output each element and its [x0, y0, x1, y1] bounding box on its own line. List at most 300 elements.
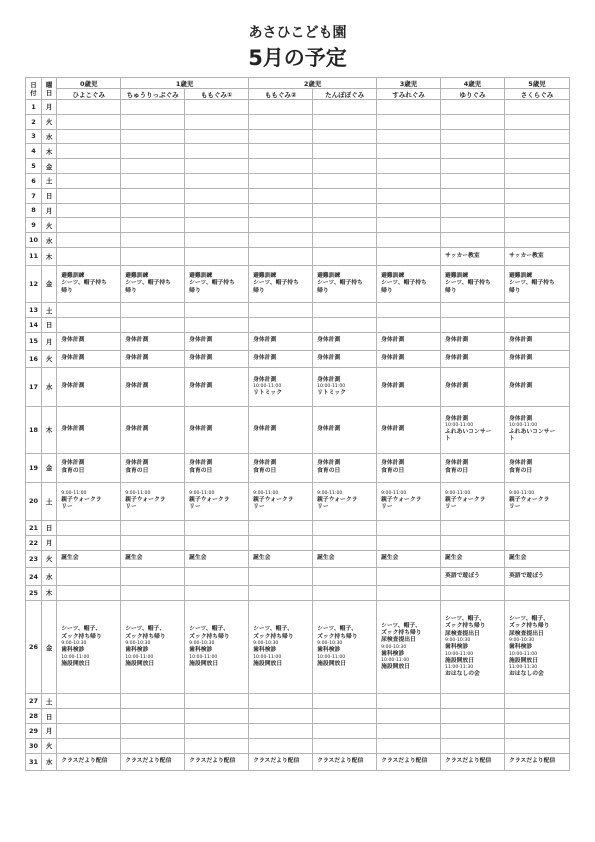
schedule-cell: [505, 753, 570, 771]
schedule-cell: [505, 406, 570, 453]
schedule-cell: [441, 203, 505, 218]
event-text: 身体計測: [253, 355, 277, 362]
schedule-cell: [57, 753, 121, 771]
schedule-cell: [377, 368, 441, 406]
event-text: 尿検査提出日: [445, 630, 480, 637]
event-text: ト: [445, 436, 451, 443]
table-row: [26, 520, 570, 535]
schedule-cell: [185, 724, 249, 739]
day-number: 17: [26, 368, 42, 406]
day-number: 22: [26, 535, 42, 550]
day-number: 8: [26, 203, 42, 218]
schedule-cell: [57, 218, 121, 233]
event-text: ズック持ち帰り: [509, 623, 550, 630]
schedule-cell: [249, 535, 313, 550]
schedule-cell: [249, 144, 313, 159]
schedule-cell: [377, 453, 441, 482]
schedule-cell: [313, 694, 377, 709]
event-text: 身体計測: [61, 383, 85, 390]
day-number: 20: [26, 482, 42, 520]
schedule-cell: [377, 482, 441, 520]
weekday: 土: [42, 173, 57, 188]
schedule-cell: [249, 129, 313, 144]
schedule-cell: [377, 738, 441, 753]
event-text: シーツ、帽子、: [61, 626, 102, 633]
schedule-cell: [313, 218, 377, 233]
schedule-cell: [313, 188, 377, 203]
event-text: 施設開放日: [125, 660, 155, 667]
schedule-cell: [505, 114, 570, 129]
event-text: 身体計測: [189, 337, 213, 344]
event-text: 英語で遊ぼう: [509, 572, 544, 579]
day-number: 10: [26, 233, 42, 248]
schedule-cell: [57, 233, 121, 248]
schedule-cell: [441, 303, 505, 318]
schedule-cell: [505, 738, 570, 753]
schedule-cell: [313, 265, 377, 303]
weekday: 木: [42, 406, 57, 453]
schedule-cell: [185, 129, 249, 144]
schedule-cell: [505, 218, 570, 233]
schedule-cell: [249, 585, 313, 600]
event-time: 10:00-11:00: [509, 651, 538, 657]
event-text: シーツ、帽子、: [189, 626, 230, 633]
schedule-cell: [57, 100, 121, 115]
schedule-cell: [185, 332, 249, 350]
event-text: おはなしの会: [445, 670, 480, 677]
event-text: 避難訓練: [253, 272, 277, 279]
event-text: 誕生会: [381, 555, 399, 562]
schedule-cell: [377, 159, 441, 174]
event-text: シーツ、帽子持ち: [189, 280, 235, 287]
schedule-cell: [185, 159, 249, 174]
schedule-cell: [121, 368, 185, 406]
schedule-cell: [57, 482, 121, 520]
day-number: 15: [26, 332, 42, 350]
day-number: 24: [26, 568, 42, 586]
schedule-cell: [249, 318, 313, 333]
schedule-cell: [57, 332, 121, 350]
event-text: 身体計測: [381, 383, 405, 390]
age-group-header: 0歳児: [57, 78, 121, 89]
schedule-cell: [121, 100, 185, 115]
schedule-cell: [121, 350, 185, 368]
event-text: 帰り: [317, 287, 329, 294]
schedule-cell: [505, 694, 570, 709]
class-header: ももぐみ②: [249, 89, 313, 100]
schedule-cell: [185, 406, 249, 453]
event-text: 身体計測: [509, 355, 533, 362]
day-number: 3: [26, 129, 42, 144]
schedule-cell: [377, 332, 441, 350]
weekday-column-header: [42, 78, 57, 100]
schedule-cell: [505, 129, 570, 144]
schedule-cell: [121, 144, 185, 159]
schedule-table: [25, 77, 570, 771]
event-text: 親子ウォークラ: [125, 496, 166, 503]
event-text: 身体計測: [253, 460, 277, 467]
event-text: 身体計測: [125, 355, 149, 362]
schedule-cell: [505, 303, 570, 318]
schedule-cell: [441, 114, 505, 129]
table-row: [26, 203, 570, 218]
table-row: [26, 100, 570, 115]
weekday: 木: [42, 585, 57, 600]
weekday: 月: [42, 332, 57, 350]
event-text: クラスだより配信: [381, 758, 428, 765]
table-row: [26, 694, 570, 709]
schedule-cell: [505, 233, 570, 248]
schedule-cell: [505, 520, 570, 535]
schedule-cell: [441, 129, 505, 144]
schedule-cell: [313, 600, 377, 694]
schedule-cell: [377, 265, 441, 303]
table-row: [26, 724, 570, 739]
event-text: 歯科検診: [189, 647, 213, 654]
schedule-cell: [121, 218, 185, 233]
schedule-cell: [57, 694, 121, 709]
schedule-cell: [505, 318, 570, 333]
schedule-cell: [441, 247, 505, 265]
class-header: ゆりぐみ: [441, 89, 505, 100]
weekday: 月: [42, 724, 57, 739]
schedule-cell: [505, 173, 570, 188]
schedule-cell: [313, 203, 377, 218]
event-text: 身体計測: [189, 460, 213, 467]
schedule-cell: [505, 535, 570, 550]
schedule-cell: [441, 600, 505, 694]
schedule-cell: [249, 159, 313, 174]
schedule-cell: [57, 173, 121, 188]
schedule-cell: [185, 265, 249, 303]
event-text: ズック持ち帰り: [189, 633, 230, 640]
event-text: 身体計測: [61, 426, 85, 432]
schedule-cell: [249, 265, 313, 303]
event-text: 身体計測: [189, 383, 213, 390]
schedule-cell: [313, 753, 377, 771]
schedule-cell: [505, 368, 570, 406]
weekday: 日: [42, 709, 57, 724]
schedule-cell: [57, 368, 121, 406]
event-text: クラスだより配信: [61, 758, 108, 765]
event-time: 9:00-11:00: [189, 490, 215, 496]
table-row: [26, 129, 570, 144]
day-number: 12: [26, 265, 42, 303]
schedule-cell: [57, 129, 121, 144]
event-text: 施設開放日: [61, 660, 91, 667]
schedule-cell: [185, 694, 249, 709]
schedule-cell: [249, 568, 313, 586]
event-text: 帰り: [61, 287, 73, 294]
schedule-cell: [441, 406, 505, 453]
class-header: すみれぐみ: [377, 89, 441, 100]
event-text: 身体計測: [317, 355, 341, 362]
schedule-cell: [441, 585, 505, 600]
schedule-cell: [313, 350, 377, 368]
event-text: 身体計測: [61, 337, 85, 344]
schedule-cell: [377, 203, 441, 218]
schedule-cell: [185, 482, 249, 520]
event-time: 10:00-11:00: [445, 423, 474, 428]
weekday: 火: [42, 350, 57, 368]
schedule-cell: [505, 265, 570, 303]
schedule-cell: [377, 520, 441, 535]
age-group-header: 4歳児: [441, 78, 505, 89]
event-text: 帰り: [125, 287, 137, 294]
schedule-cell: [313, 520, 377, 535]
age-group-header: 5歳児: [505, 78, 570, 89]
schedule-cell: [185, 303, 249, 318]
schedule-cell: [121, 233, 185, 248]
schedule-cell: [249, 482, 313, 520]
schedule-cell: [249, 173, 313, 188]
event-text: サッカー教室: [509, 252, 544, 259]
event-time: 9:00-10:30: [61, 641, 87, 647]
schedule-cell: [57, 520, 121, 535]
schedule-cell: [313, 709, 377, 724]
event-text: 親子ウォークラ: [381, 496, 422, 503]
event-text: 親子ウォークラ: [445, 496, 486, 503]
event-text: 誕生会: [61, 555, 79, 562]
table-row: [26, 332, 570, 350]
schedule-cell: [57, 453, 121, 482]
schedule-cell: [505, 247, 570, 265]
event-text: 身体計測: [445, 460, 469, 467]
schedule-cell: [505, 350, 570, 368]
event-time: 10:00-11:00: [381, 658, 410, 664]
day-number: 18: [26, 406, 42, 453]
schedule-cell: [377, 600, 441, 694]
age-group-row: [26, 78, 570, 89]
event-text: 歯科検診: [317, 647, 341, 654]
weekday: 金: [42, 453, 57, 482]
event-text: 身体計測: [445, 337, 469, 344]
event-text: シーツ、帽子持ち: [317, 280, 363, 287]
schedule-cell: [249, 600, 313, 694]
schedule-cell: [441, 173, 505, 188]
day-number: 13: [26, 303, 42, 318]
event-text: ふれあいコンサー: [445, 429, 492, 435]
schedule-cell: [313, 159, 377, 174]
schedule-cell: [313, 406, 377, 453]
schedule-cell: [121, 600, 185, 694]
table-row: [26, 265, 570, 303]
weekday: 月: [42, 100, 57, 115]
organization-name: あさひこども園: [248, 25, 347, 41]
event-text: 帰り: [445, 287, 457, 294]
schedule-cell: [441, 368, 505, 406]
schedule-cell: [441, 350, 505, 368]
table-row: [26, 159, 570, 174]
table-row: [26, 585, 570, 600]
schedule-cell: [57, 114, 121, 129]
event-text: ズック持ち帰り: [317, 633, 358, 640]
event-text: リー: [445, 504, 457, 511]
event-text: 親子ウォークラ: [509, 496, 550, 503]
schedule-cell: [441, 159, 505, 174]
schedule-cell: [121, 535, 185, 550]
table-row: [26, 482, 570, 520]
table-row: [26, 318, 570, 333]
schedule-cell: [57, 600, 121, 694]
schedule-cell: [441, 550, 505, 568]
schedule-cell: [377, 100, 441, 115]
event-time: 10:00-11:00: [317, 383, 346, 389]
event-time: 9:00-11:00: [61, 490, 87, 496]
event-text: リー: [61, 504, 73, 511]
event-time: 9:00-11:00: [125, 490, 151, 496]
event-text: 身体計測: [509, 460, 533, 467]
schedule-cell: [441, 568, 505, 586]
event-text: 身体計測: [317, 376, 341, 383]
event-text: 食育の日: [253, 467, 277, 474]
weekday: 水: [42, 129, 57, 144]
event-time: 9:00-10:30: [509, 638, 535, 644]
event-text: クラスだより配信: [317, 758, 364, 765]
weekday: 火: [42, 738, 57, 753]
schedule-cell: [121, 406, 185, 453]
schedule-cell: [57, 568, 121, 586]
event-time: 11:00-11:30: [445, 664, 474, 670]
schedule-cell: [313, 568, 377, 586]
event-text: 避難訓練: [381, 272, 405, 279]
schedule-cell: [377, 535, 441, 550]
schedule-cell: [505, 203, 570, 218]
schedule-cell: [57, 318, 121, 333]
event-text: 避難訓練: [445, 272, 469, 279]
schedule-cell: [505, 600, 570, 694]
weekday: 水: [42, 233, 57, 248]
event-text: クラスだより配信: [189, 758, 236, 765]
schedule-cell: [441, 738, 505, 753]
event-text: 身体計測: [509, 383, 533, 390]
table-row: [26, 753, 570, 771]
event-text: 身体計測: [317, 426, 341, 432]
event-time: 9:00-11:00: [509, 490, 535, 496]
table-header: [26, 78, 570, 100]
schedule-cell: [121, 550, 185, 568]
schedule-cell: [441, 188, 505, 203]
schedule-cell: [185, 535, 249, 550]
day-number: 26: [26, 600, 42, 694]
schedule-cell: [249, 709, 313, 724]
event-text: 歯科検診: [253, 647, 277, 654]
schedule-cell: [185, 188, 249, 203]
event-text: 身体計測: [189, 355, 213, 362]
day-number: 5: [26, 159, 42, 174]
weekday: 日: [42, 318, 57, 333]
event-text: 避難訓練: [125, 272, 149, 279]
event-text: おはなしの会: [509, 670, 544, 677]
schedule-cell: [377, 724, 441, 739]
event-text: 身体計測: [317, 460, 341, 467]
schedule-cell: [313, 368, 377, 406]
schedule-cell: [505, 550, 570, 568]
table-row: [26, 368, 570, 406]
day-number: 25: [26, 585, 42, 600]
schedule-cell: [249, 203, 313, 218]
schedule-cell: [313, 535, 377, 550]
event-time: 10:00-11:00: [445, 651, 474, 657]
event-text: 施設開放日: [381, 664, 411, 671]
schedule-cell: [185, 753, 249, 771]
schedule-cell: [505, 585, 570, 600]
event-text: 親子ウォークラ: [61, 496, 102, 503]
schedule-cell: [57, 159, 121, 174]
schedule-cell: [441, 100, 505, 115]
event-text: 歯科検診: [509, 644, 533, 651]
day-number: 1: [26, 100, 42, 115]
schedule-cell: [249, 188, 313, 203]
weekday: 土: [42, 694, 57, 709]
schedule-cell: [313, 303, 377, 318]
schedule-cell: [249, 520, 313, 535]
schedule-cell: [185, 709, 249, 724]
schedule-cell: [185, 144, 249, 159]
day-number: 6: [26, 173, 42, 188]
weekday-header-char-1: 曜: [45, 80, 53, 89]
schedule-cell: [377, 694, 441, 709]
event-text: 身体計測: [317, 337, 341, 344]
day-number: 30: [26, 738, 42, 753]
schedule-cell: [121, 520, 185, 535]
schedule-cell: [57, 188, 121, 203]
weekday: 日: [42, 520, 57, 535]
schedule-cell: [57, 724, 121, 739]
schedule-cell: [313, 585, 377, 600]
event-time: 11:00-11:30: [509, 664, 538, 670]
schedule-cell: [249, 550, 313, 568]
age-group-header: 3歳児: [377, 78, 441, 89]
event-time: 10:00-11:00: [125, 654, 154, 660]
event-text: シーツ、帽子、: [125, 626, 166, 633]
table-row: [26, 218, 570, 233]
schedule-cell: [313, 114, 377, 129]
table-row: [26, 173, 570, 188]
class-header: ひよこぐみ: [57, 89, 121, 100]
event-text: 誕生会: [445, 555, 463, 562]
schedule-cell: [505, 724, 570, 739]
weekday: 火: [42, 218, 57, 233]
schedule-cell: [121, 709, 185, 724]
event-time: 9:00-11:00: [445, 490, 471, 496]
schedule-cell: [249, 406, 313, 453]
schedule-cell: [441, 218, 505, 233]
event-time: 10:00-11:00: [189, 654, 218, 660]
age-group-header: 1歳児: [121, 78, 249, 89]
schedule-cell: [185, 350, 249, 368]
schedule-cell: [377, 568, 441, 586]
schedule-cell: [505, 144, 570, 159]
schedule-cell: [441, 724, 505, 739]
schedule-cell: [185, 550, 249, 568]
day-number: 11: [26, 247, 42, 265]
schedule-cell: [441, 482, 505, 520]
event-text: ズック持ち帰り: [61, 633, 102, 640]
day-number: 28: [26, 709, 42, 724]
event-text: 尿検査提出日: [381, 637, 416, 644]
event-text: ズック持ち帰り: [381, 629, 422, 636]
event-text: クラスだより配信: [125, 758, 172, 765]
schedule-cell: [121, 453, 185, 482]
schedule-cell: [121, 173, 185, 188]
schedule-cell: [121, 585, 185, 600]
event-text: リトミック: [253, 389, 282, 396]
schedule-cell: [185, 368, 249, 406]
table-row: [26, 406, 570, 453]
event-text: クラスだより配信: [509, 758, 556, 765]
table-row: [26, 738, 570, 753]
